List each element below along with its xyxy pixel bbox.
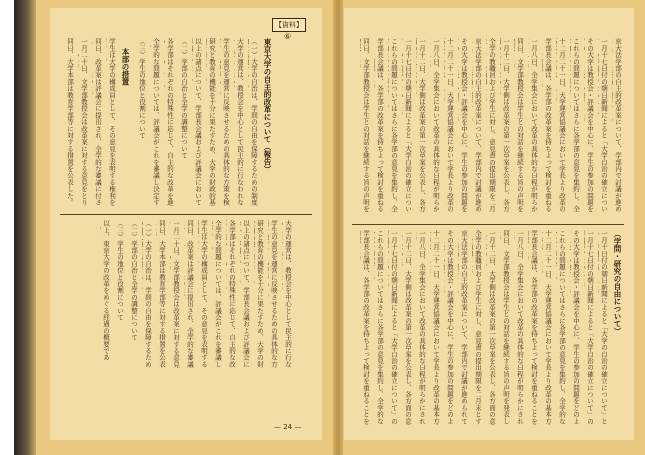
text-column: 全学の教職員および学生に対し、意見書の提出期限を二月末とす — [474, 230, 482, 425]
text-column: 十二月二十一日、大学運営協議会において学長より改革の基本方 — [432, 230, 440, 425]
text-column: 一月十二日、大学側は改革案の第一次草案を公表し、各方面の意 — [404, 230, 412, 425]
text-column: 同日、大学本部は教育学部等に対する措置を公表した。 — [66, 38, 74, 206]
text-column: 同日、改革案は評議会に提出され、全学的な審議に付さ — [94, 38, 102, 206]
text-column: 一月八日、全学集会において改革の具体的な日程が明らか — [530, 38, 538, 213]
document-sheet — [14, 0, 645, 455]
header-box: 【資料】 — [272, 18, 306, 32]
page-number: — 24 — — [274, 423, 302, 431]
text-column: 学生の意見を運営に反映させるための具体的な方策を検 — [222, 38, 230, 206]
text-column: 一月十二日、大学側は改革案の第一次草案を公表し、各方面の意 — [488, 230, 496, 425]
text-column: 同日、大学本部は教育学部等に対する措置を公表 — [158, 220, 166, 368]
section-divider — [352, 224, 624, 225]
text-column: 大学の運営は、教授会を中心として民主的に行なわれな — [236, 38, 244, 206]
left-heading: 東京大学の自主的改革について（報告） — [263, 38, 272, 173]
text-column: これらの問題についてはさらに各学部の意見を集約し、全学的な — [558, 230, 566, 425]
text-column: 学部長会議は、各学部の改革案を持ちよって検討を重ねる — [544, 38, 552, 213]
text-column: 大学の運営は、教授会を中心として民主的に行な — [284, 220, 292, 368]
section-heading: 本部の措置 — [121, 48, 130, 86]
text-column: 以上、東京大学の改革をめぐる経過の概要であ — [102, 220, 110, 361]
text-column: （一）大学の自治は、学問の自由を保障するため — [144, 220, 152, 368]
text-column: 全学的な問題については、評議会がこれを審議し決定す — [152, 38, 160, 206]
text-column: 全学的な問題については、評議会がこれを審議し — [214, 220, 222, 368]
text-column: 一月十七日付の朝日新聞によると「大学自治の確立につい — [404, 38, 412, 213]
text-column: 京大法学部の自主的改革案について、学部内で討議が進め — [474, 38, 482, 213]
text-column: 一月十日付の朝日新聞によると「大学の自治の確立について」と — [600, 230, 608, 425]
text-column: 研究と教育の機能を十分に果たすため、大学の財 — [256, 220, 264, 368]
text-column: これらの問題についてはさらに各学部の意見を集約し、全 — [390, 38, 398, 213]
text-column: 各学部はそれぞれの特殊性に応じて、自主的な改革を進 — [166, 38, 174, 206]
text-column: 一月十七日付の朝日新聞によると「大学自治の確立につい — [600, 38, 608, 213]
text-column: 学生は大学の構成員として、その意見を表明する権利を — [108, 38, 116, 206]
text-column: （二）学部の自治と全学の調整について — [180, 38, 188, 159]
text-column: 学部長会議は、各学部の改革案を持ちよって検討を重ねることを — [530, 230, 538, 425]
left-page — [50, 8, 322, 440]
right-page — [344, 8, 634, 440]
text-column: 京大法学部の自主的改革案について、学部内で討議が進め — [614, 38, 622, 213]
circled-reference: ⑥ — [284, 32, 292, 41]
text-column: その大学は教授会・評議会を中心に、学生の参加の問題を — [586, 38, 594, 213]
text-column: 京大法学部の自主的改革案について、学部内で討議が進められて — [460, 230, 468, 425]
text-column: 一月八日、全学集会において改革の具体的な日程が明らかにされ — [516, 230, 524, 425]
text-column: 学部長会議は、各学部の改革案を持ちよって検討を重ねる — [376, 38, 384, 213]
text-column: 学生の意見を運営に反映させるための具体的な方 — [270, 220, 278, 368]
text-column: 以上の諸点について、学部長会議および評議会に — [242, 220, 250, 368]
section-divider — [60, 214, 312, 215]
text-column: その大学は教授会・評議会を中心に、学生の参加の問題をどのよ — [572, 230, 580, 425]
page-fold — [333, 0, 343, 455]
text-column: 一月八日、全学集会において改革の具体的な日程が明らか — [432, 38, 440, 213]
text-column: 学部長会議は、各学部の改革案を持ちよって検討を重ねることを — [362, 230, 370, 425]
text-column: 一月八日、全学集会において改革の具体的な日程が明らかにされ — [418, 230, 426, 425]
text-column: 各学部はそれぞれの特殊性に応じて、自主的な改 — [228, 220, 236, 368]
text-column: 一月二十日、文学部教授会は改革案に対する意見 — [172, 220, 180, 368]
text-column: 十二月二十一日、大学運営協議会において学長より改革の — [558, 38, 566, 213]
text-column: 同日、文学部教授会は学生との対話を継続する旨の声明を — [362, 38, 370, 213]
text-column: その大学は教授会・評議会を中心に、学生の参加の問題を — [460, 38, 468, 213]
text-column: 以上の諸点について、学部長会議および評議会において — [194, 38, 202, 206]
text-column: （三）学生の地位と役割について — [116, 220, 124, 321]
text-column: 一月十二日、大学側は改革案の第一次草案を公表し、各方 — [502, 38, 510, 213]
text-column: 一月十七日付の朝日新聞によると「大学自治の確立について」の — [586, 230, 594, 425]
text-column: 十二月二十一日、大学運営協議会において学長より改革の — [446, 38, 454, 213]
text-column: 一月十二日、大学側は改革案の第一次草案を公表し、各方 — [418, 38, 426, 213]
text-column: 十二月二十一日、大学運営協議会において学長より改革の基本方 — [544, 230, 552, 425]
text-column: これらの問題についてはさらに各学部の意見を集約し、全学的な — [376, 230, 384, 425]
text-column: 一月十七日付の朝日新聞によると「大学自治の確立について」の — [390, 230, 398, 425]
text-column: 同日、改革案は評議会に提出され、全学的な審議 — [186, 220, 194, 368]
text-column: その大学は教授会・評議会を中心に、学生の参加の問題をどのよ — [446, 230, 454, 425]
text-column: 研究と教育の機能を十分に果たすため、大学の財政的基 — [208, 38, 216, 206]
text-column: 同日、文学部教授会は学生との対話を継続する旨の声明を発表し — [502, 230, 510, 425]
book-binding — [14, 0, 36, 455]
text-column: （三）学生の地位と役割について — [138, 38, 146, 139]
text-column: 全学の教職員および学生に対し、意見書の提出期限を二月 — [488, 38, 496, 213]
text-column: 同日、文学部教授会は学生との対話を継続する旨の声明を — [516, 38, 524, 213]
text-column: 一月二十日、文学部教授会は改革案に対する意見をとり — [80, 38, 88, 206]
text-column: （一）大学の自治は、学問の自由を保障するための制度 — [250, 38, 258, 206]
right-heading: （学問・研究の自由について） — [613, 230, 622, 335]
text-column: 学生は大学の構成員として、その意見を表明する — [200, 220, 208, 368]
text-column: これらの問題についてはさらに各学部の意見を集約し、全 — [572, 38, 580, 213]
text-column: （二）学部の自治と全学の調整について — [130, 220, 138, 341]
